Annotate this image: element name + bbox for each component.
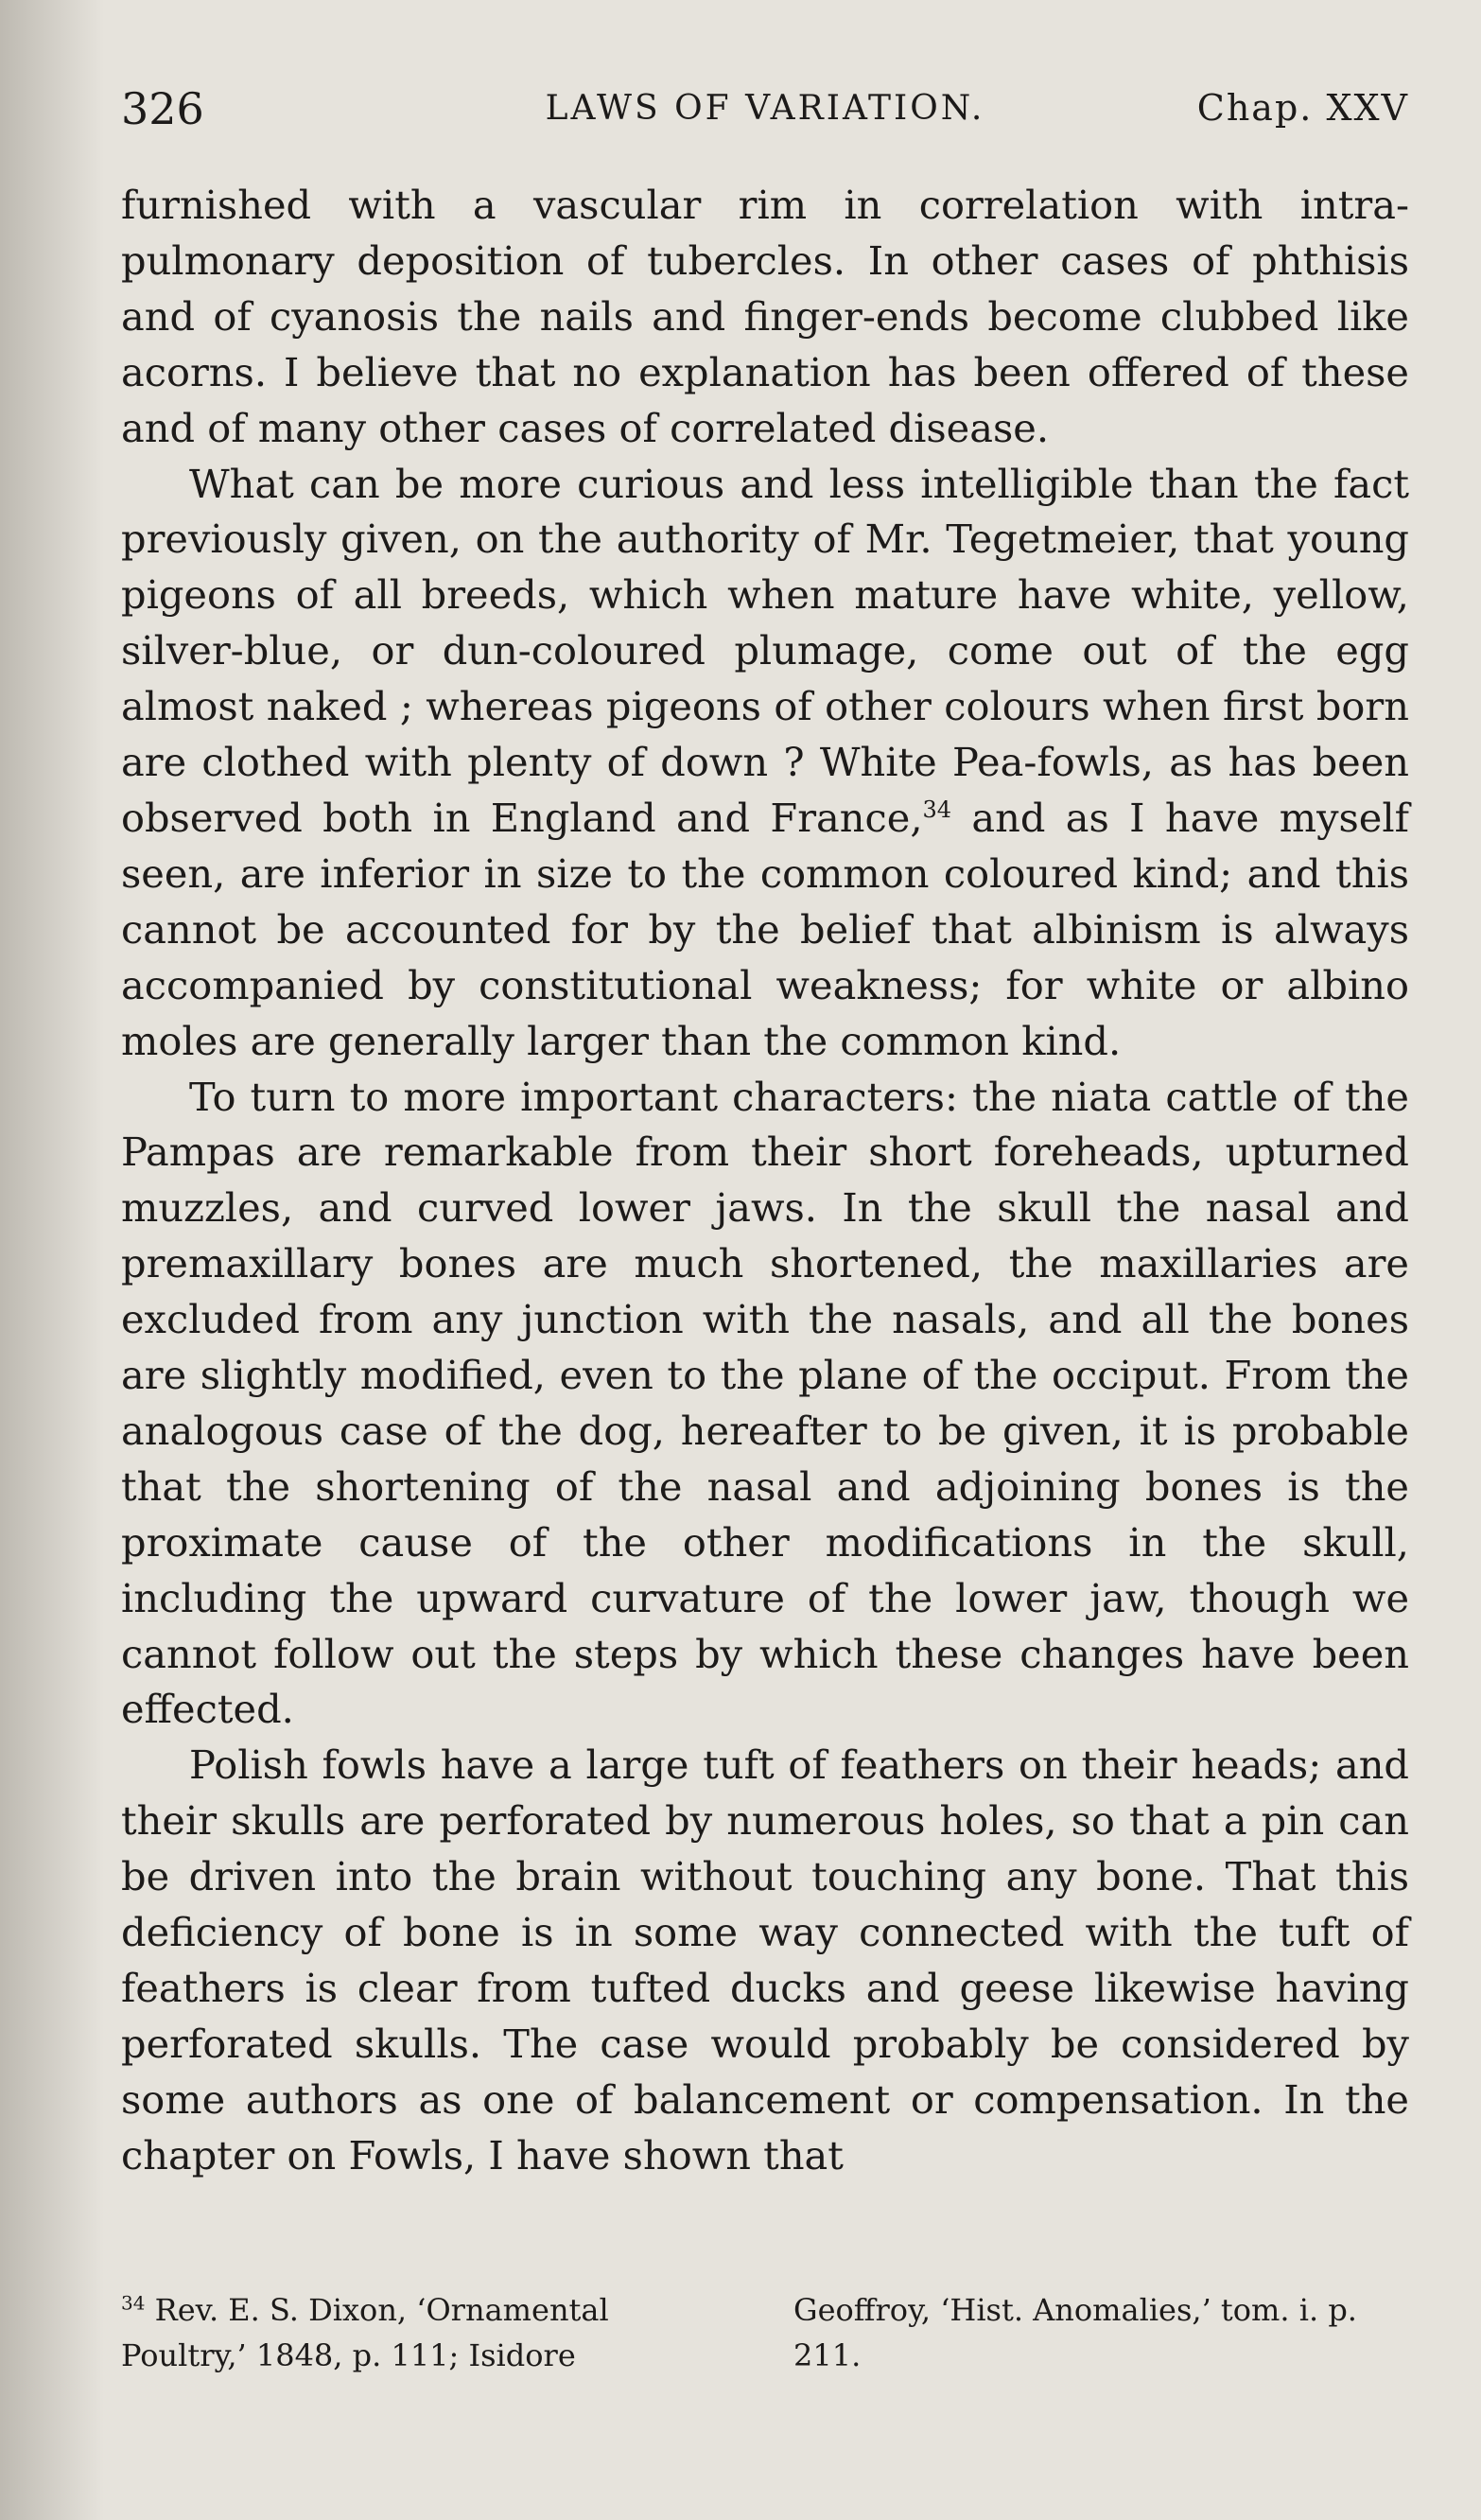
page-number: 326 <box>121 83 204 134</box>
footnote-col-2: Geoffroy, ‘Hist. Anomalies,’ tom. i. p. 211. <box>793 2292 1357 2373</box>
footnote-ref: 34 <box>922 796 952 824</box>
paragraph-4: Polish fowls have a large tuft of feathers on their heads; and their skulls are perforated by numerous holes, so that a pin can be driven into the brain without touching any bone. That this deficiency of bone is in some way connected with the tuft of feathers is clear from tufted ducks and geese likewise having perforated skulls. The case would probably be considered by some authors as one of balancement or compensation. In the chapter on Fowls, I have shown that <box>121 1741 1409 2179</box>
page-header <box>121 83 1409 140</box>
body-text <box>121 178 1409 2184</box>
footnote-mark: 34 <box>121 2291 146 2315</box>
paragraph-3: To turn to more important characters: the niata cattle of the Pampas are remarkable from their short foreheads, upturned muzzles, and curved lower jaws. In the skull the nasal and premaxillary bones are much shortened, the maxillaries are excluded from any junction with the nasals, and all the bones are slightly modified, even to the plane of the occiput. From the analogous case of the dog, hereafter to be given, it is probable that the shortening of the nasal and adjoining bones is the proximate cause of the other modifications in the skull, including the upward curvature of the lower jaw, though we cannot follow out the steps by which these changes have been effected. <box>121 1073 1409 1733</box>
paragraph-2-part-2: and as I have myself seen, are inferior in size to the common coloured kind; and this cannot be accounted for by the belief that albinism is always accompanied by constitutional weakness; for white or albino moles are generally larger than the common kind. <box>121 794 1409 1064</box>
chapter-label: Chap. XXV <box>1196 87 1409 129</box>
running-title: LAWS OF VARIATION. <box>545 89 985 128</box>
footnote-col-1 <box>121 2287 737 2378</box>
binding-shadow <box>0 0 104 2520</box>
footnotes <box>121 2287 1409 2378</box>
footnote-text-1: Rev. E. S. Dixon, ‘Ornamental Poultry,’ 1848, p. 111; Isidore <box>121 2292 609 2373</box>
paragraph-2 <box>121 457 1409 1070</box>
paragraph-1: furnished with a vascular rim in correlation with intra-pulmonary deposition of tubercles. In other cases of phthisis and of cyanosis the nails and finger-ends become clubbed like acorns. I believe that no explanation has been offered of these and of many other cases of correlated disease. <box>121 182 1409 451</box>
paragraph-2-part-1: What can be more curious and less intelligible than the fact previously given, on the authority of Mr. Tegetmeier, that young pigeons of all breeds, which when mature have white, yellow, silver-blue, or dun-coloured plumage, come out of the egg almost naked ; whereas pigeons of other colours when first born are clothed with plenty of down ? White Pea-fowls, as has been observed both in England and France, <box>121 460 1409 841</box>
